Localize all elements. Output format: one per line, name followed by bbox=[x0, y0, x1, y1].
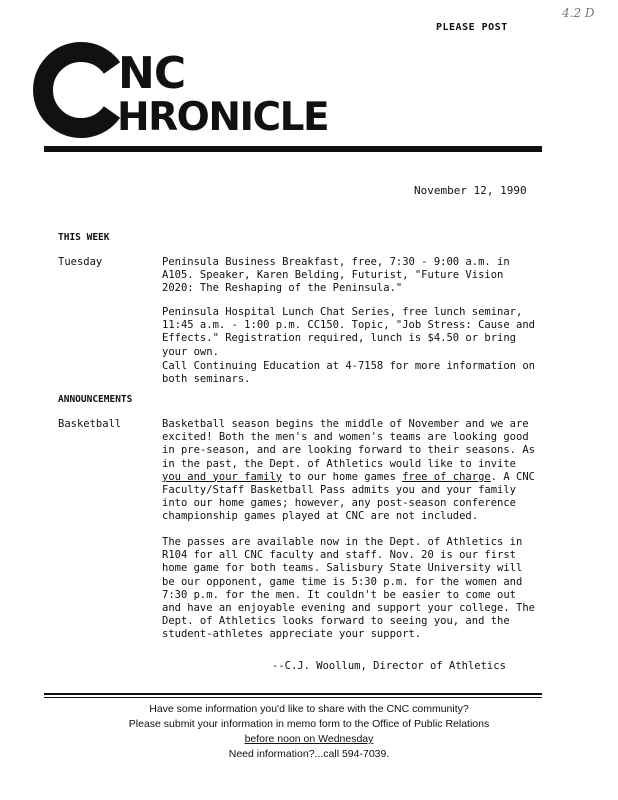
section-heading-announcements: ANNOUNCEMENTS bbox=[58, 394, 133, 405]
signature: --C.J. Woollum, Director of Athletics bbox=[272, 660, 506, 672]
masthead-line-2: HRONICLE bbox=[117, 95, 329, 140]
contact-info: Call Continuing Education at 4-7158 for more information on both seminars. bbox=[162, 360, 535, 386]
footer-rule bbox=[44, 693, 542, 695]
footer-line-2: Please submit your information in memo form to the Office of Public Relations bbox=[128, 718, 490, 730]
underlined-family: you and your family bbox=[162, 470, 283, 483]
event-lunch-chat: Peninsula Hospital Lunch Chat Series, free lunch seminar, 11:45 a.m. - 1:00 p.m. CC150. Topic, "Job Stress: Cause and Effects." Registration required, lunch is $4.50 or bring your own. bbox=[162, 306, 535, 358]
issue-date: November 12, 1990 bbox=[414, 184, 527, 197]
footer-line-4: Need information?...call 594-7039. bbox=[228, 748, 390, 760]
topic-label-basketball: Basketball bbox=[58, 418, 122, 430]
please-post-label: PLEASE POST bbox=[436, 22, 508, 33]
basketball-paragraph-1: Basketball season begins the middle of November and we are excited! Both the men's and women's teams are looking good in pre-season, and are looking forward to their seasons. As in the past, the Dept. of Athletics would like to invite you and your family to our home games free of charge. A CNC Faculty/Staff Basketball Pass admits you and your family into our home games; however, any post-season conference championship games played at CNC are not included. bbox=[162, 418, 535, 523]
footer-rule-thin bbox=[44, 697, 542, 698]
footer-line-1: Have some information you'd like to share with the CNC community? bbox=[149, 703, 469, 715]
underlined-free: free of charge bbox=[402, 470, 491, 483]
footer-line-3: before noon on Wednesday bbox=[244, 733, 374, 745]
masthead-rule bbox=[44, 146, 542, 152]
masthead-line-1: NC bbox=[118, 48, 186, 99]
basketball-paragraph-2: The passes are available now in the Dept. of Athletics in R104 for all CNC faculty and staff. Nov. 20 is our first home game for both teams. Salisbury State University will be our opponent, game time is 5:30 p.m. for the women and 7:30 p.m. for the men. It couldn't be easier to come out and have an enjoyable evening and support your college. The Dept. of Athletics looks forward to seeing you, and the student-athletes appreciate your support. bbox=[162, 536, 535, 641]
section-heading-this-week: THIS WEEK bbox=[58, 232, 110, 243]
handwritten-note: 4.2 D bbox=[562, 6, 595, 20]
day-label-tuesday: Tuesday bbox=[58, 256, 103, 268]
event-business-breakfast: Peninsula Business Breakfast, free, 7:30 - 9:00 a.m. in A105. Speaker, Karen Belding, Futurist, "Future Vision 2020: The Reshaping of the Peninsula." bbox=[162, 256, 510, 295]
